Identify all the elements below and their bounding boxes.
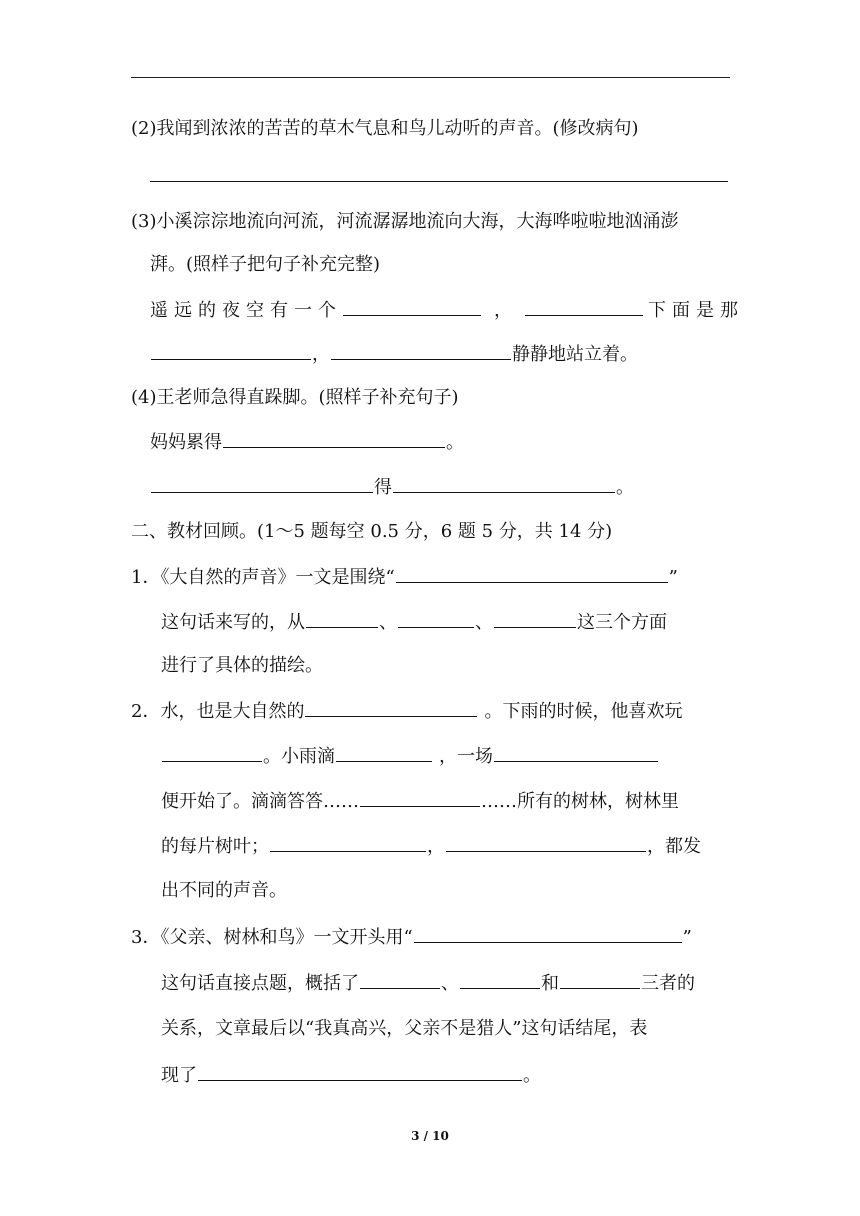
blank[interactable] [331, 341, 511, 360]
review-q2-line-3: 便开始了。滴滴答答…… ……所有的树林，树林里 [161, 788, 679, 815]
blank[interactable] [446, 833, 646, 852]
blank[interactable] [336, 743, 432, 762]
review-q1-line-1: 1．《大自然的声音》一文是围绕“ ” [131, 564, 678, 591]
blank[interactable] [151, 474, 373, 493]
review-q2-line-2: 。小雨滴 ，一场 [161, 743, 659, 770]
question-2-answer-line[interactable] [150, 181, 728, 182]
blank[interactable] [494, 609, 576, 628]
blank[interactable] [560, 970, 640, 989]
blank[interactable] [396, 564, 668, 583]
question-2-prompt: (2)我闻到浓浓的苦苦的草木气息和鸟儿动听的声音。(修改病句) [131, 118, 639, 139]
blank[interactable] [305, 698, 477, 717]
blank[interactable] [460, 970, 540, 989]
review-q3-line-3: 关系，文章最后以“我真高兴，父亲不是猎人”这句话结尾，表 [161, 1018, 648, 1039]
blank[interactable] [393, 474, 615, 493]
question-4-fill-line-1: 妈妈累得 。 [150, 429, 464, 456]
question-3-fill-line-1: 遥远的夜空有一个 ， 下面是那 [150, 297, 744, 324]
review-q2-line-1: 2．水，也是大自然的 。下雨的时候，他喜欢玩 [131, 698, 682, 725]
blank[interactable] [223, 429, 445, 448]
blank[interactable] [151, 341, 311, 360]
question-4-fill-line-2: 得 。 [150, 474, 634, 501]
question-3-prompt-cont: 湃。(照样子把句子补充完整) [150, 254, 381, 275]
blank[interactable] [494, 743, 658, 762]
blank[interactable] [398, 609, 474, 628]
review-q1-line-3: 进行了具体的描绘。 [161, 655, 323, 676]
review-q2-line-4: 的每片树叶； ， ，都发 [161, 833, 701, 860]
review-q3-line-1: 3．《父亲、树林和鸟》一文开头用“ ” [131, 924, 692, 951]
page-number: 3 / 10 [411, 1129, 449, 1143]
question-3-prompt: (3)小溪淙淙地流向河流，河流潺潺地流向大海，大海哗啦啦地汹涌澎 [131, 211, 679, 232]
header-rule [131, 77, 730, 78]
blank[interactable] [360, 788, 480, 807]
question-4-prompt: (4)王老师急得直跺脚。(照样子补充句子) [131, 387, 459, 408]
blank[interactable] [306, 609, 378, 628]
review-q1-line-2: 这句话来写的，从 、 、 这三个方面 [161, 609, 667, 636]
blank[interactable] [360, 970, 440, 989]
review-q2-line-5: 出不同的声音。 [161, 880, 287, 901]
blank[interactable] [198, 1062, 522, 1081]
review-q3-line-4: 现了 。 [161, 1062, 541, 1089]
question-3-fill-line-2: ， 静静地站立着。 [150, 341, 638, 368]
section-2-title: 二、教材回顾。(1～5 题每空 0.5 分，6 题 5 分，共 14 分) [131, 521, 613, 542]
blank[interactable] [270, 833, 426, 852]
blank[interactable] [414, 924, 682, 943]
blank[interactable] [162, 743, 262, 762]
blank[interactable] [525, 297, 643, 316]
review-q3-line-2: 这句话直接点题，概括了 、 和 三者的 [161, 970, 695, 997]
blank[interactable] [343, 297, 481, 316]
